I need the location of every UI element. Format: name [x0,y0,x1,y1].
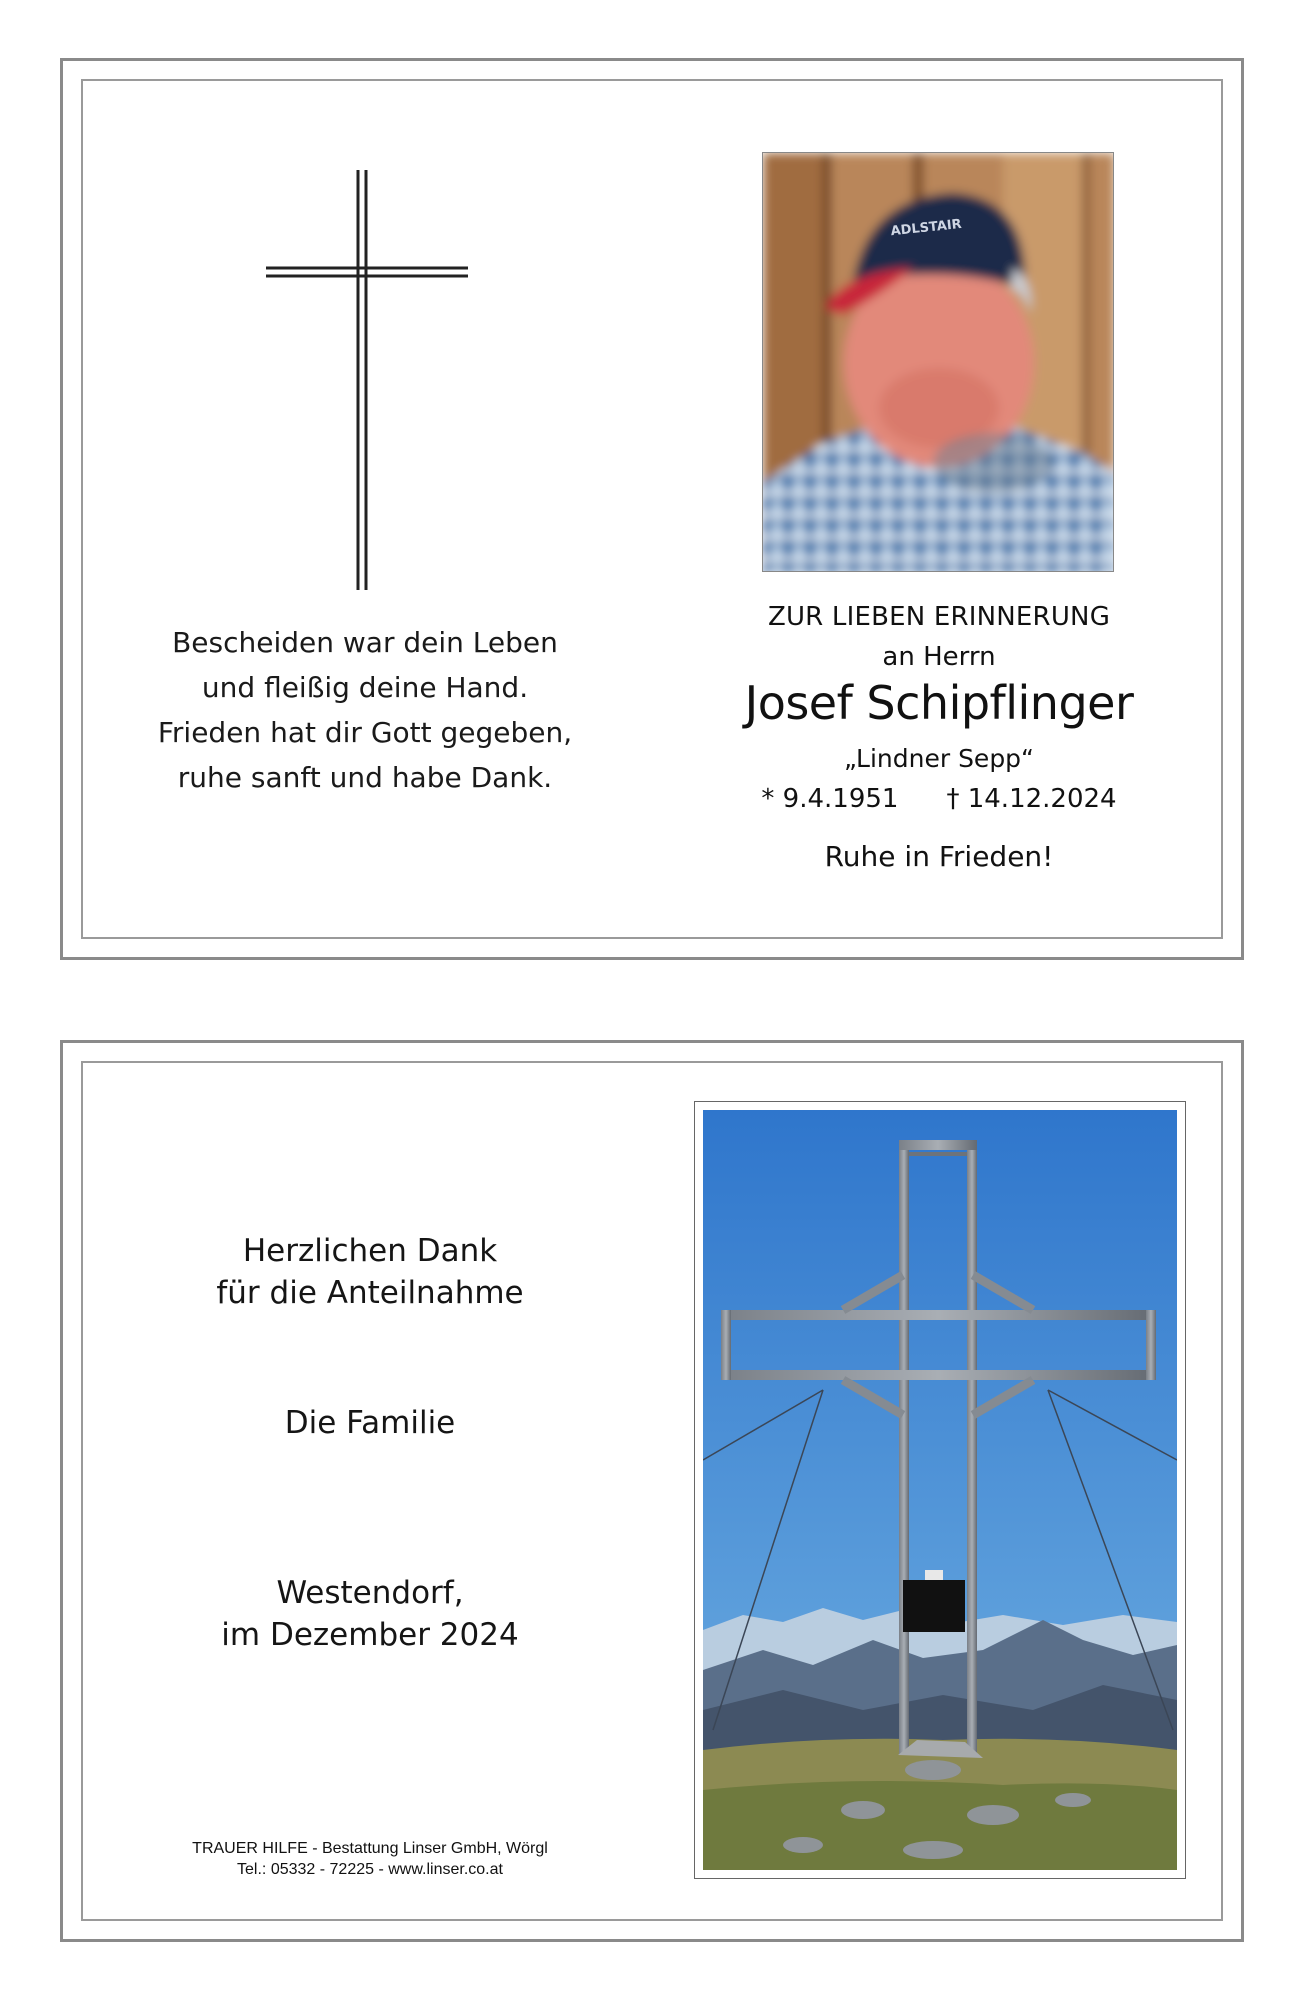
thanks-message [120,1230,620,1314]
farewell-line: Ruhe in Frieden! [824,840,1054,873]
deceased-name: Josef Schipflinger [744,676,1134,730]
thanks-line: Herzlichen Dank [242,1233,498,1269]
cap-logo: ADLSTAIR [889,216,963,240]
memorial-heading: ZUR LIEBEN ERINNERUNG [767,602,1111,632]
poem-line: und fleißig deine Hand. [201,671,529,704]
undertaker-contact: Tel.: 05332 - 72225 - www.linser.co.at [237,1861,503,1878]
month-year: im Dezember 2024 [221,1617,519,1653]
salutation: an Herrn [882,642,996,672]
birth-date: * 9.4.1951 [761,784,899,814]
poem-line: Bescheiden war dein Leben [172,626,558,659]
poem-line: ruhe sanft und habe Dank. [177,761,553,794]
place-date [120,1572,620,1656]
nickname: „Lindner Sepp“ [843,744,1035,773]
summit-cross-photo [703,1110,1177,1870]
memorial-poem [100,620,630,800]
undertaker-name: TRAUER HILFE - Bestattung Linser GmbH, Wörgl [192,1840,548,1857]
summit-cross-photo-frame [694,1101,1186,1879]
place: Westendorf, [276,1575,464,1611]
life-dates [700,784,1178,814]
poem-line: Frieden hat dir Gott gegeben, [157,716,573,749]
cross-icon [266,170,468,590]
thanks-line: für die Anteilnahme [216,1275,524,1311]
death-date: † 14.12.2024 [946,784,1117,814]
undertaker-info [120,1838,620,1880]
portrait-photo [762,152,1114,572]
family-signature: Die Familie [284,1405,456,1441]
